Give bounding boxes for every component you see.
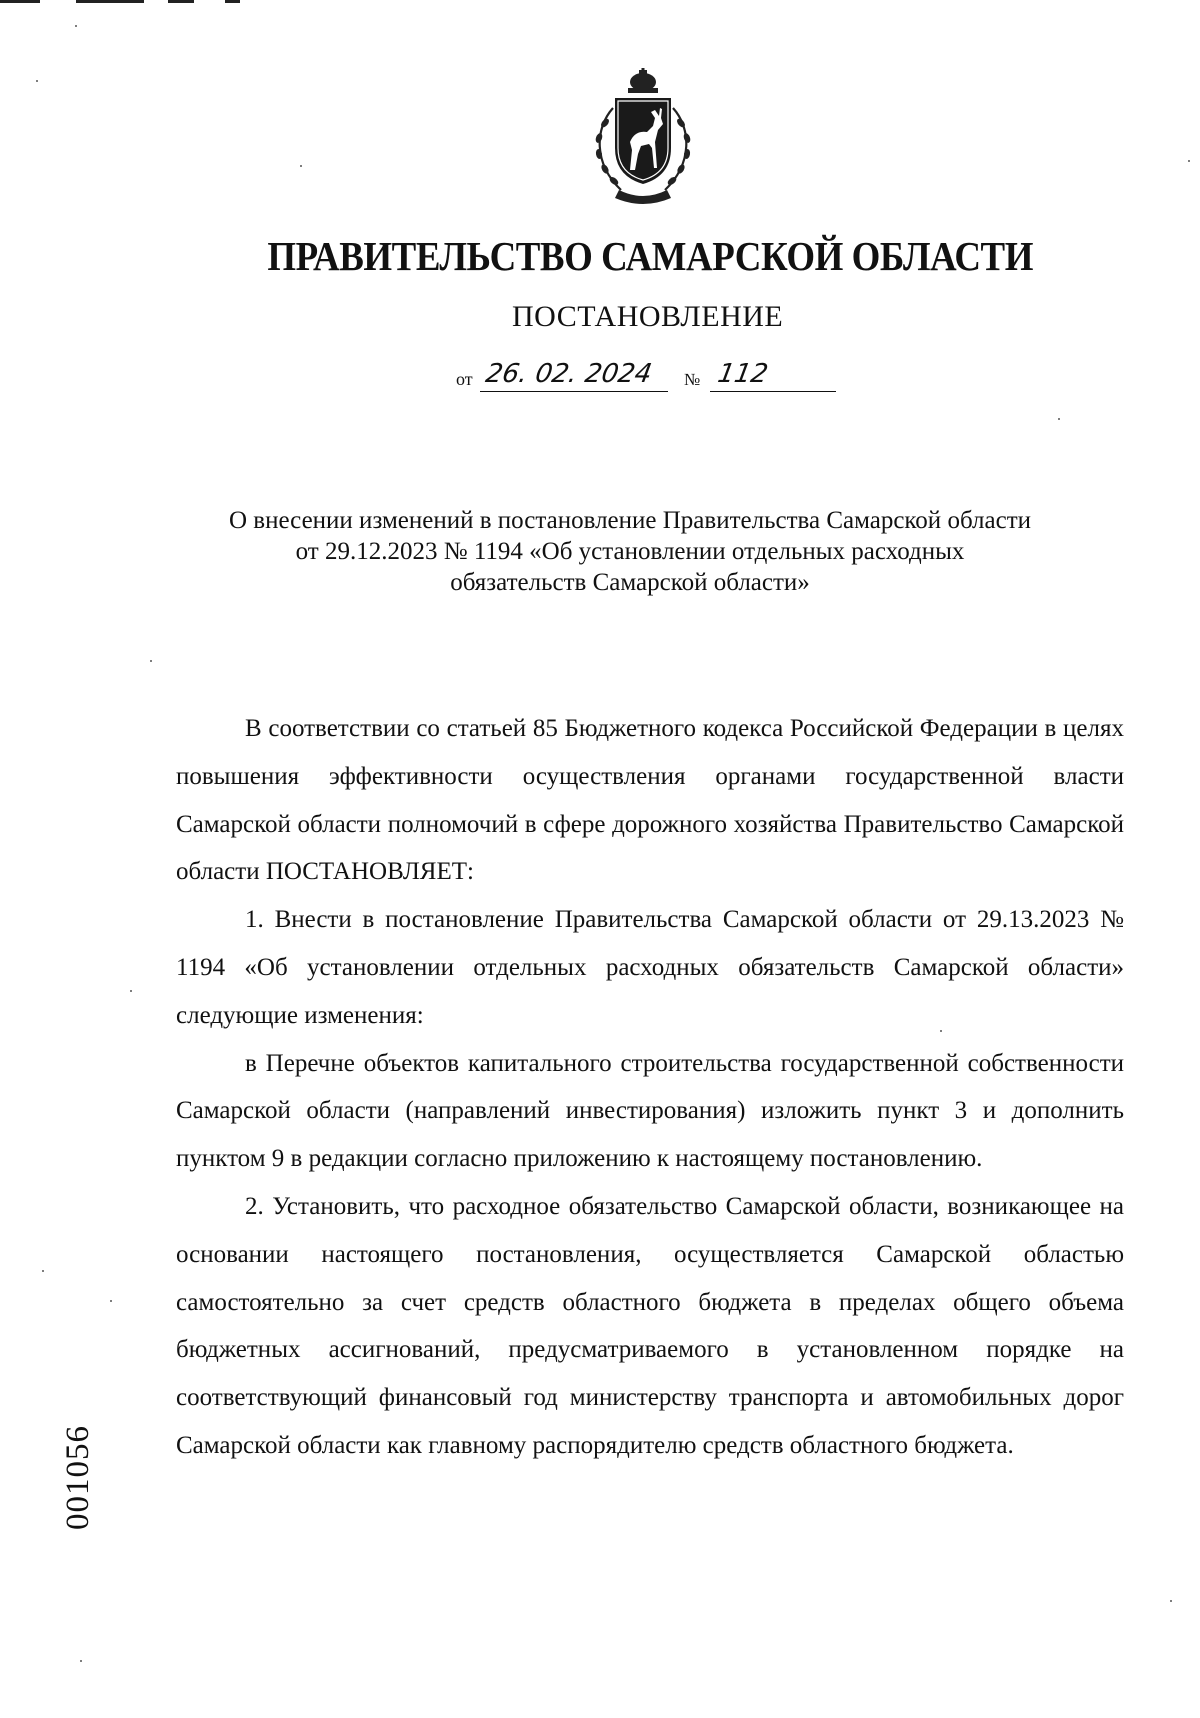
scan-edge-line bbox=[225, 0, 240, 3]
date-from-label: от bbox=[456, 369, 473, 389]
scan-speck bbox=[1058, 418, 1060, 420]
body-paragraph-item-2: 2. Установить, что расходное обязательство Самарской области, возникающее на основании настоящего постановления, осуществляется Самарской областью самостоятельно за счет средств областного бюджета в пределах общего объема бюджетных ассигнований, предусматриваемого в установленном порядке на соответствующий финансовый год министерству транспорта и автомобильных дорог Самарской области как главному распорядителю средств областного бюджета. bbox=[176, 1192, 1124, 1459]
body-paragraph-item-1-change: в Перечне объектов капитального строительства государственной собственности Самарской области (направлений инвестирования) изложить пункт 3 и дополнить пунктом 9 в редакции согласно приложению к настоящему постановлению. bbox=[176, 1049, 1124, 1173]
registration-number: 001056 bbox=[60, 1425, 96, 1530]
samara-coat-of-arms-icon bbox=[583, 68, 703, 208]
document-subject bbox=[150, 505, 1110, 598]
scan-speck bbox=[42, 1270, 44, 1272]
scan-speck bbox=[75, 25, 77, 27]
scan-speck bbox=[36, 80, 38, 82]
scan-speck bbox=[80, 1660, 82, 1662]
document-body bbox=[176, 705, 1124, 1470]
number-underline bbox=[710, 391, 836, 393]
scan-speck bbox=[940, 1030, 942, 1032]
body-paragraph-preamble: В соответствии со статьей 85 Бюджетного кодекса Российской Федерации в целях повышения эффективности осуществления органами государственной власти Самарской области полномочий в сфере дорожного хозяйства Правительство Самарской области ПОСТАНОВЛЯЕТ: bbox=[176, 715, 1124, 886]
scan-speck bbox=[110, 1300, 112, 1302]
document-type: ПОСТАНОВЛЕНИЕ bbox=[512, 300, 784, 333]
scan-speck bbox=[300, 165, 302, 167]
scan-edge-line bbox=[0, 0, 40, 3]
date-number-line bbox=[456, 359, 856, 392]
subject-line: обязательств Самарской области» bbox=[450, 569, 810, 596]
scan-speck bbox=[1188, 160, 1190, 162]
scan-edge-line bbox=[168, 0, 194, 3]
body-paragraph-item-1: 1. Внести в постановление Правительства Самарской области от 29.13.2023 № 1194 «Об установлении отдельных расходных обязательств Самарской области» следующие изменения: bbox=[176, 906, 1124, 1029]
scan-speck bbox=[1170, 1600, 1172, 1602]
number-label: № bbox=[684, 370, 701, 389]
handwritten-number: 112 bbox=[715, 359, 771, 389]
date-underline bbox=[480, 391, 668, 393]
handwritten-date: 26. 02. 2024 bbox=[483, 359, 655, 389]
scan-speck bbox=[150, 660, 152, 662]
scan-speck bbox=[130, 990, 132, 992]
scan-edge-line bbox=[76, 0, 144, 3]
subject-line: от 29.12.2023 № 1194 «Об установлении отдельных расходных bbox=[295, 538, 965, 565]
subject-line: О внесении изменений в постановление Правительства Самарской области bbox=[228, 507, 1032, 534]
government-title bbox=[65, 232, 1145, 280]
government-title-text: ПРАВИТЕЛЬСТВО САМАРСКОЙ ОБЛАСТИ bbox=[267, 233, 1033, 279]
